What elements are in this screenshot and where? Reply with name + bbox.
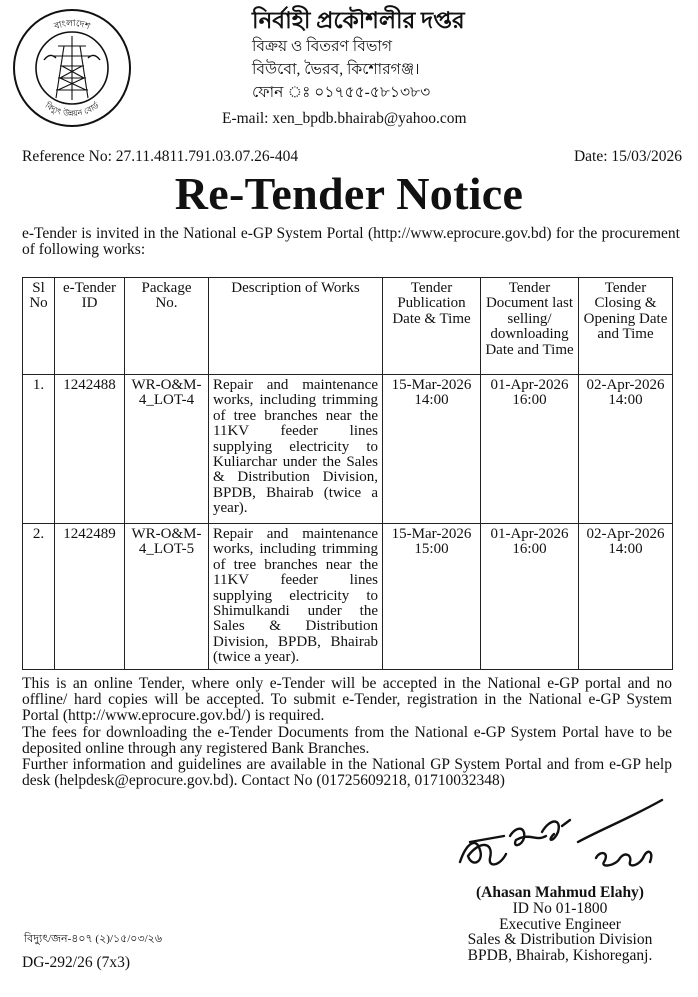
terms-block (22, 676, 672, 789)
cell-sl: 2. (23, 524, 55, 670)
last-selling-date: 01-Apr-2026 (490, 526, 569, 542)
cell-package: WR-O&M-4_LOT-5 (125, 524, 209, 670)
closing-time: 14:00 (608, 541, 643, 558)
header-tender-id: e-Tender ID (55, 278, 125, 375)
header-sl: Sl No (23, 278, 55, 375)
table-header-row (23, 278, 673, 375)
terms-paragraph-contact: Further information and guidelines are available in the National GP System Portal and from e-GP help desk (helpdesk@eprocure.gov.bd). Contact No (01725609218, 01710032348) (22, 756, 672, 790)
closing-date: 02-Apr-2026 (586, 526, 665, 542)
closing-date: 02-Apr-2026 (586, 377, 665, 393)
dg-number: DG-292/26 (7x3) (22, 954, 131, 971)
page-title: Re-Tender Notice (174, 168, 524, 219)
logo-text-top: বাংলাদেশ (53, 18, 92, 33)
terms-paragraph-fees: The fees for downloading the e-Tender Documents from the National e-GP System Portal have to be deposited online through any registered Bank Branches. (22, 723, 672, 757)
cell-closing (579, 524, 673, 670)
signatory-name: (Ahasan Mahmud Elahy) (476, 884, 644, 901)
notice-date: Date: 15/03/2026 (573, 148, 682, 165)
org-division: বিক্রয় ও বিতরণ বিভাগ (252, 38, 393, 55)
publication-date: 15-Mar-2026 (391, 377, 472, 393)
last-selling-time: 16:00 (512, 392, 547, 409)
org-phone: ফোন ঃ ০১৭৫৫-৫৮১৩৮৩ (252, 84, 431, 101)
cell-tender-id: 1242488 (55, 375, 125, 524)
closing-time: 14:00 (608, 392, 643, 409)
tender-table (22, 277, 673, 670)
bpdb-logo-icon (10, 6, 134, 130)
memo-number: বিদ্যুৎ/জন-৪০৭ (২)/১৫/০৩/২৬ (24, 933, 162, 945)
cell-publication (383, 524, 481, 670)
signature-block (430, 885, 690, 964)
svg-text:বিদ্যুৎ উন্নয়ন বোর্ড (43, 100, 101, 118)
intro-paragraph: e-Tender is invited in the National e-GP System Portal (http://www.eprocure.gov.bd) for the procurement of following works: (22, 225, 680, 258)
publication-date: 15-Mar-2026 (391, 526, 472, 542)
table-row (23, 524, 673, 670)
logo-text-bottom: বিদ্যুৎ উন্নয়ন বোর্ড (43, 100, 101, 119)
header-package: Package No. (125, 278, 209, 375)
cell-package: WR-O&M-4_LOT-4 (125, 375, 209, 524)
header-description: Description of Works (209, 278, 383, 375)
signatory-title: Executive Engineer (499, 915, 621, 933)
cell-last-selling (481, 375, 579, 524)
header-closing: Tender Closing & Opening Date and Time (579, 278, 673, 375)
publication-time: 15:00 (414, 541, 449, 558)
header-last-selling: Tender Document last selling/ downloading Date and Time (481, 278, 579, 375)
signatory-id: ID No 01-1800 (512, 899, 608, 917)
cell-description: Repair and maintenance works, including trimming of tree branches near the 11KV feeder lines supplying electricity to Kuliarchar under the Sales & Distribution Division, BPDB, Bhairab (twice a year). (209, 375, 383, 524)
svg-text:বাংলাদেশ (52, 19, 92, 33)
cell-description: Repair and maintenance works, including trimming of tree branches near the 11KV feeder lines supplying electricity to Shimulkandi under the Sales & Distribution Division, BPDB, Bhairab (twice a year). (209, 524, 383, 670)
cell-closing (579, 375, 673, 524)
reference-number: Reference No: 27.11.4811.791.03.07.26-404 (22, 148, 299, 165)
cell-sl: 1. (23, 375, 55, 524)
cell-tender-id: 1242489 (55, 524, 125, 670)
org-title: নির্বাহী প্রকৌশলীর দপ্তর (252, 8, 465, 33)
table-row (23, 375, 673, 524)
cell-last-selling (481, 524, 579, 670)
publication-time: 14:00 (414, 392, 449, 409)
last-selling-date: 01-Apr-2026 (490, 377, 569, 393)
signatory-division: Sales & Distribution Division (467, 931, 653, 949)
org-address: বিউবো, ভৈরব, কিশোরগঞ্জ। (252, 61, 420, 78)
handwritten-signature (450, 796, 680, 878)
signatory-office: BPDB, Bhairab, Kishoreganj. (467, 947, 653, 965)
org-email: E-mail: xen_bpdb.bhairab@yahoo.com (222, 110, 467, 127)
header-publication: Tender Publication Date & Time (383, 278, 481, 375)
cell-publication (383, 375, 481, 524)
last-selling-time: 16:00 (512, 541, 547, 558)
terms-paragraph-online: This is an online Tender, where only e-Tender will be accepted in the National e-GP portal and no offline/ hard copies will be accepted. To submit e-Tender, registration in the National e-GP System Portal (http://www.eprocure.gov.bd/) is required. (22, 675, 672, 725)
